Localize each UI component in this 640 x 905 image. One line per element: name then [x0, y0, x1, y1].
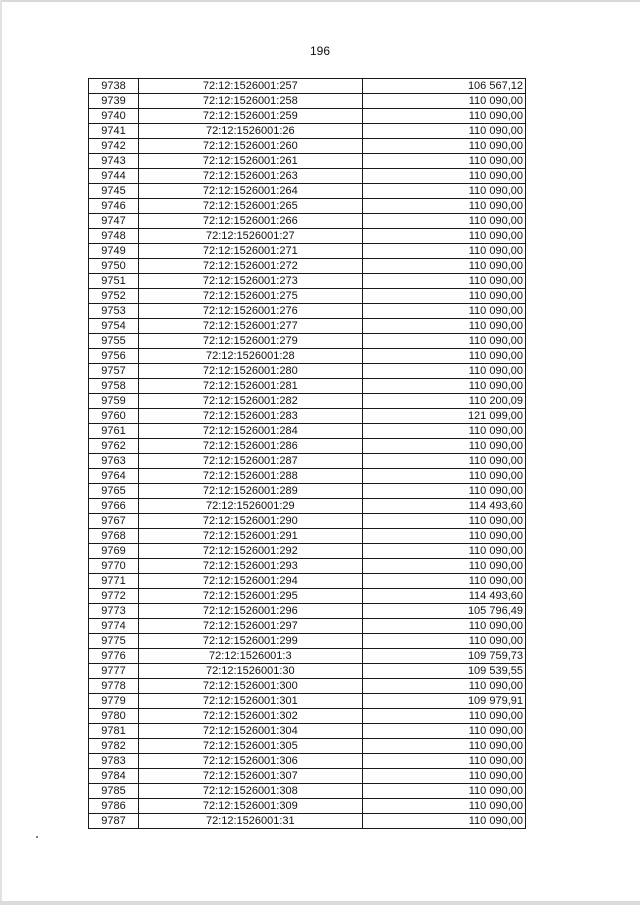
cadastral-number: 72:12:1526001:308	[139, 784, 363, 799]
cadastral-number: 72:12:1526001:273	[139, 274, 363, 289]
cadastral-value: 110 090,00	[362, 424, 525, 439]
row-number: 9738	[89, 79, 139, 94]
row-number: 9752	[89, 289, 139, 304]
table-row	[89, 409, 526, 424]
row-number: 9772	[89, 589, 139, 604]
cadastral-number: 72:12:1526001:309	[139, 799, 363, 814]
table-row	[89, 439, 526, 454]
table-row	[89, 349, 526, 364]
cadastral-value: 110 090,00	[362, 544, 525, 559]
table-row	[89, 289, 526, 304]
cadastral-value: 109 979,91	[362, 694, 525, 709]
row-number: 9753	[89, 304, 139, 319]
table-row	[89, 769, 526, 784]
table-row	[89, 94, 526, 109]
cadastral-number: 72:12:1526001:29	[139, 499, 363, 514]
table-row	[89, 754, 526, 769]
cadastral-number: 72:12:1526001:282	[139, 394, 363, 409]
cadastral-number: 72:12:1526001:271	[139, 244, 363, 259]
cadastral-value: 110 090,00	[362, 169, 525, 184]
row-number: 9741	[89, 124, 139, 139]
row-number: 9745	[89, 184, 139, 199]
row-number: 9778	[89, 679, 139, 694]
cadastral-value: 110 090,00	[362, 229, 525, 244]
row-number: 9770	[89, 559, 139, 574]
table-row	[89, 664, 526, 679]
cadastral-number: 72:12:1526001:288	[139, 469, 363, 484]
cadastral-value: 110 090,00	[362, 199, 525, 214]
scan-edge-top	[0, 0, 640, 2]
cadastral-number: 72:12:1526001:27	[139, 229, 363, 244]
table-row	[89, 184, 526, 199]
cadastral-value: 110 090,00	[362, 769, 525, 784]
row-number: 9755	[89, 334, 139, 349]
table-row	[89, 814, 526, 829]
row-number: 9771	[89, 574, 139, 589]
cadastral-number: 72:12:1526001:259	[139, 109, 363, 124]
table-row	[89, 379, 526, 394]
cadastral-value: 110 090,00	[362, 559, 525, 574]
cadastral-value: 110 090,00	[362, 739, 525, 754]
row-number: 9776	[89, 649, 139, 664]
row-number: 9768	[89, 529, 139, 544]
cadastral-number: 72:12:1526001:307	[139, 769, 363, 784]
row-number: 9750	[89, 259, 139, 274]
cadastral-number: 72:12:1526001:297	[139, 619, 363, 634]
cadastral-number: 72:12:1526001:275	[139, 289, 363, 304]
cadastral-number: 72:12:1526001:293	[139, 559, 363, 574]
table-row	[89, 739, 526, 754]
row-number: 9760	[89, 409, 139, 424]
table-row	[89, 169, 526, 184]
cadastral-number: 72:12:1526001:301	[139, 694, 363, 709]
row-number: 9742	[89, 139, 139, 154]
table-row	[89, 244, 526, 259]
cadastral-value: 110 090,00	[362, 439, 525, 454]
cadastral-number: 72:12:1526001:294	[139, 574, 363, 589]
table-row	[89, 469, 526, 484]
cadastral-value: 110 090,00	[362, 124, 525, 139]
cadastral-value: 121 099,00	[362, 409, 525, 424]
cadastral-number: 72:12:1526001:287	[139, 454, 363, 469]
cadastral-value: 110 090,00	[362, 289, 525, 304]
registry-table-body	[89, 79, 526, 829]
row-number: 9761	[89, 424, 139, 439]
registry-table	[88, 78, 526, 829]
cadastral-value: 110 090,00	[362, 529, 525, 544]
cadastral-number: 72:12:1526001:291	[139, 529, 363, 544]
cadastral-value: 114 493,60	[362, 589, 525, 604]
cadastral-number: 72:12:1526001:260	[139, 139, 363, 154]
cadastral-number: 72:12:1526001:26	[139, 124, 363, 139]
row-number: 9743	[89, 154, 139, 169]
cadastral-value: 110 090,00	[362, 334, 525, 349]
cadastral-number: 72:12:1526001:299	[139, 634, 363, 649]
cadastral-number: 72:12:1526001:30	[139, 664, 363, 679]
cadastral-number: 72:12:1526001:272	[139, 259, 363, 274]
row-number: 9787	[89, 814, 139, 829]
table-row	[89, 319, 526, 334]
row-number: 9777	[89, 664, 139, 679]
row-number: 9756	[89, 349, 139, 364]
cadastral-number: 72:12:1526001:296	[139, 604, 363, 619]
table-row	[89, 709, 526, 724]
cadastral-number: 72:12:1526001:295	[139, 589, 363, 604]
table-row	[89, 499, 526, 514]
table-row	[89, 784, 526, 799]
table-row	[89, 799, 526, 814]
row-number: 9766	[89, 499, 139, 514]
cadastral-value: 110 090,00	[362, 724, 525, 739]
row-number: 9746	[89, 199, 139, 214]
cadastral-number: 72:12:1526001:31	[139, 814, 363, 829]
cadastral-value: 110 090,00	[362, 784, 525, 799]
scan-speck	[36, 836, 38, 838]
cadastral-number: 72:12:1526001:265	[139, 199, 363, 214]
row-number: 9769	[89, 544, 139, 559]
page-number: 196	[309, 44, 331, 58]
row-number: 9748	[89, 229, 139, 244]
table-row	[89, 274, 526, 289]
row-number: 9775	[89, 634, 139, 649]
scan-edge-bottom	[0, 901, 640, 905]
cadastral-number: 72:12:1526001:257	[139, 79, 363, 94]
row-number: 9774	[89, 619, 139, 634]
cadastral-value: 114 493,60	[362, 499, 525, 514]
cadastral-number: 72:12:1526001:264	[139, 184, 363, 199]
row-number: 9765	[89, 484, 139, 499]
cadastral-value: 110 200,09	[362, 394, 525, 409]
cadastral-number: 72:12:1526001:292	[139, 544, 363, 559]
cadastral-value: 110 090,00	[362, 94, 525, 109]
cadastral-number: 72:12:1526001:279	[139, 334, 363, 349]
cadastral-value: 106 567,12	[362, 79, 525, 94]
cadastral-value: 110 090,00	[362, 469, 525, 484]
cadastral-value: 110 090,00	[362, 514, 525, 529]
cadastral-number: 72:12:1526001:281	[139, 379, 363, 394]
cadastral-number: 72:12:1526001:258	[139, 94, 363, 109]
cadastral-number: 72:12:1526001:289	[139, 484, 363, 499]
scan-edge-left	[0, 0, 2, 905]
row-number: 9759	[89, 394, 139, 409]
cadastral-value: 110 090,00	[362, 574, 525, 589]
cadastral-value: 110 090,00	[362, 154, 525, 169]
cadastral-value: 110 090,00	[362, 799, 525, 814]
cadastral-number: 72:12:1526001:300	[139, 679, 363, 694]
table-row	[89, 199, 526, 214]
row-number: 9773	[89, 604, 139, 619]
cadastral-value: 110 090,00	[362, 244, 525, 259]
row-number: 9764	[89, 469, 139, 484]
table-row	[89, 304, 526, 319]
row-number: 9781	[89, 724, 139, 739]
row-number: 9784	[89, 769, 139, 784]
table-row	[89, 124, 526, 139]
cadastral-value: 109 539,55	[362, 664, 525, 679]
table-row	[89, 364, 526, 379]
row-number: 9740	[89, 109, 139, 124]
row-number: 9747	[89, 214, 139, 229]
row-number: 9754	[89, 319, 139, 334]
cadastral-number: 72:12:1526001:304	[139, 724, 363, 739]
cadastral-number: 72:12:1526001:280	[139, 364, 363, 379]
cadastral-value: 110 090,00	[362, 259, 525, 274]
table-row	[89, 484, 526, 499]
cadastral-value: 110 090,00	[362, 679, 525, 694]
table-row	[89, 424, 526, 439]
table-row	[89, 724, 526, 739]
cadastral-value: 110 090,00	[362, 304, 525, 319]
row-number: 9780	[89, 709, 139, 724]
cadastral-value: 109 759,73	[362, 649, 525, 664]
table-row	[89, 259, 526, 274]
cadastral-number: 72:12:1526001:266	[139, 214, 363, 229]
cadastral-value: 110 090,00	[362, 274, 525, 289]
table-row	[89, 559, 526, 574]
table-row	[89, 154, 526, 169]
table-row	[89, 694, 526, 709]
table-row	[89, 214, 526, 229]
cadastral-number: 72:12:1526001:3	[139, 649, 363, 664]
cadastral-number: 72:12:1526001:290	[139, 514, 363, 529]
cadastral-value: 110 090,00	[362, 454, 525, 469]
cadastral-value: 110 090,00	[362, 484, 525, 499]
cadastral-value: 105 796,49	[362, 604, 525, 619]
row-number: 9749	[89, 244, 139, 259]
cadastral-value: 110 090,00	[362, 634, 525, 649]
row-number: 9785	[89, 784, 139, 799]
table-row	[89, 649, 526, 664]
cadastral-value: 110 090,00	[362, 754, 525, 769]
cadastral-number: 72:12:1526001:305	[139, 739, 363, 754]
row-number: 9751	[89, 274, 139, 289]
cadastral-number: 72:12:1526001:283	[139, 409, 363, 424]
table-row	[89, 679, 526, 694]
row-number: 9757	[89, 364, 139, 379]
table-row	[89, 544, 526, 559]
cadastral-value: 110 090,00	[362, 379, 525, 394]
cadastral-value: 110 090,00	[362, 709, 525, 724]
cadastral-value: 110 090,00	[362, 619, 525, 634]
cadastral-value: 110 090,00	[362, 349, 525, 364]
table-row	[89, 229, 526, 244]
cadastral-number: 72:12:1526001:277	[139, 319, 363, 334]
cadastral-value: 110 090,00	[362, 364, 525, 379]
table-row	[89, 619, 526, 634]
cadastral-number: 72:12:1526001:284	[139, 424, 363, 439]
cadastral-value: 110 090,00	[362, 139, 525, 154]
cadastral-number: 72:12:1526001:286	[139, 439, 363, 454]
row-number: 9762	[89, 439, 139, 454]
row-number: 9767	[89, 514, 139, 529]
table-row	[89, 454, 526, 469]
row-number: 9783	[89, 754, 139, 769]
row-number: 9782	[89, 739, 139, 754]
cadastral-value: 110 090,00	[362, 814, 525, 829]
table-row	[89, 514, 526, 529]
table-row	[89, 334, 526, 349]
table-row	[89, 574, 526, 589]
cadastral-number: 72:12:1526001:261	[139, 154, 363, 169]
cadastral-value: 110 090,00	[362, 319, 525, 334]
row-number: 9779	[89, 694, 139, 709]
cadastral-value: 110 090,00	[362, 214, 525, 229]
table-row	[89, 589, 526, 604]
row-number: 9786	[89, 799, 139, 814]
row-number: 9739	[89, 94, 139, 109]
table-row	[89, 109, 526, 124]
cadastral-number: 72:12:1526001:28	[139, 349, 363, 364]
cadastral-number: 72:12:1526001:276	[139, 304, 363, 319]
row-number: 9763	[89, 454, 139, 469]
row-number: 9758	[89, 379, 139, 394]
table-row	[89, 79, 526, 94]
table-row	[89, 604, 526, 619]
cadastral-value: 110 090,00	[362, 184, 525, 199]
table-row	[89, 139, 526, 154]
table-row	[89, 394, 526, 409]
table-row	[89, 529, 526, 544]
cadastral-value: 110 090,00	[362, 109, 525, 124]
row-number: 9744	[89, 169, 139, 184]
cadastral-number: 72:12:1526001:302	[139, 709, 363, 724]
cadastral-number: 72:12:1526001:263	[139, 169, 363, 184]
cadastral-number: 72:12:1526001:306	[139, 754, 363, 769]
table-row	[89, 634, 526, 649]
